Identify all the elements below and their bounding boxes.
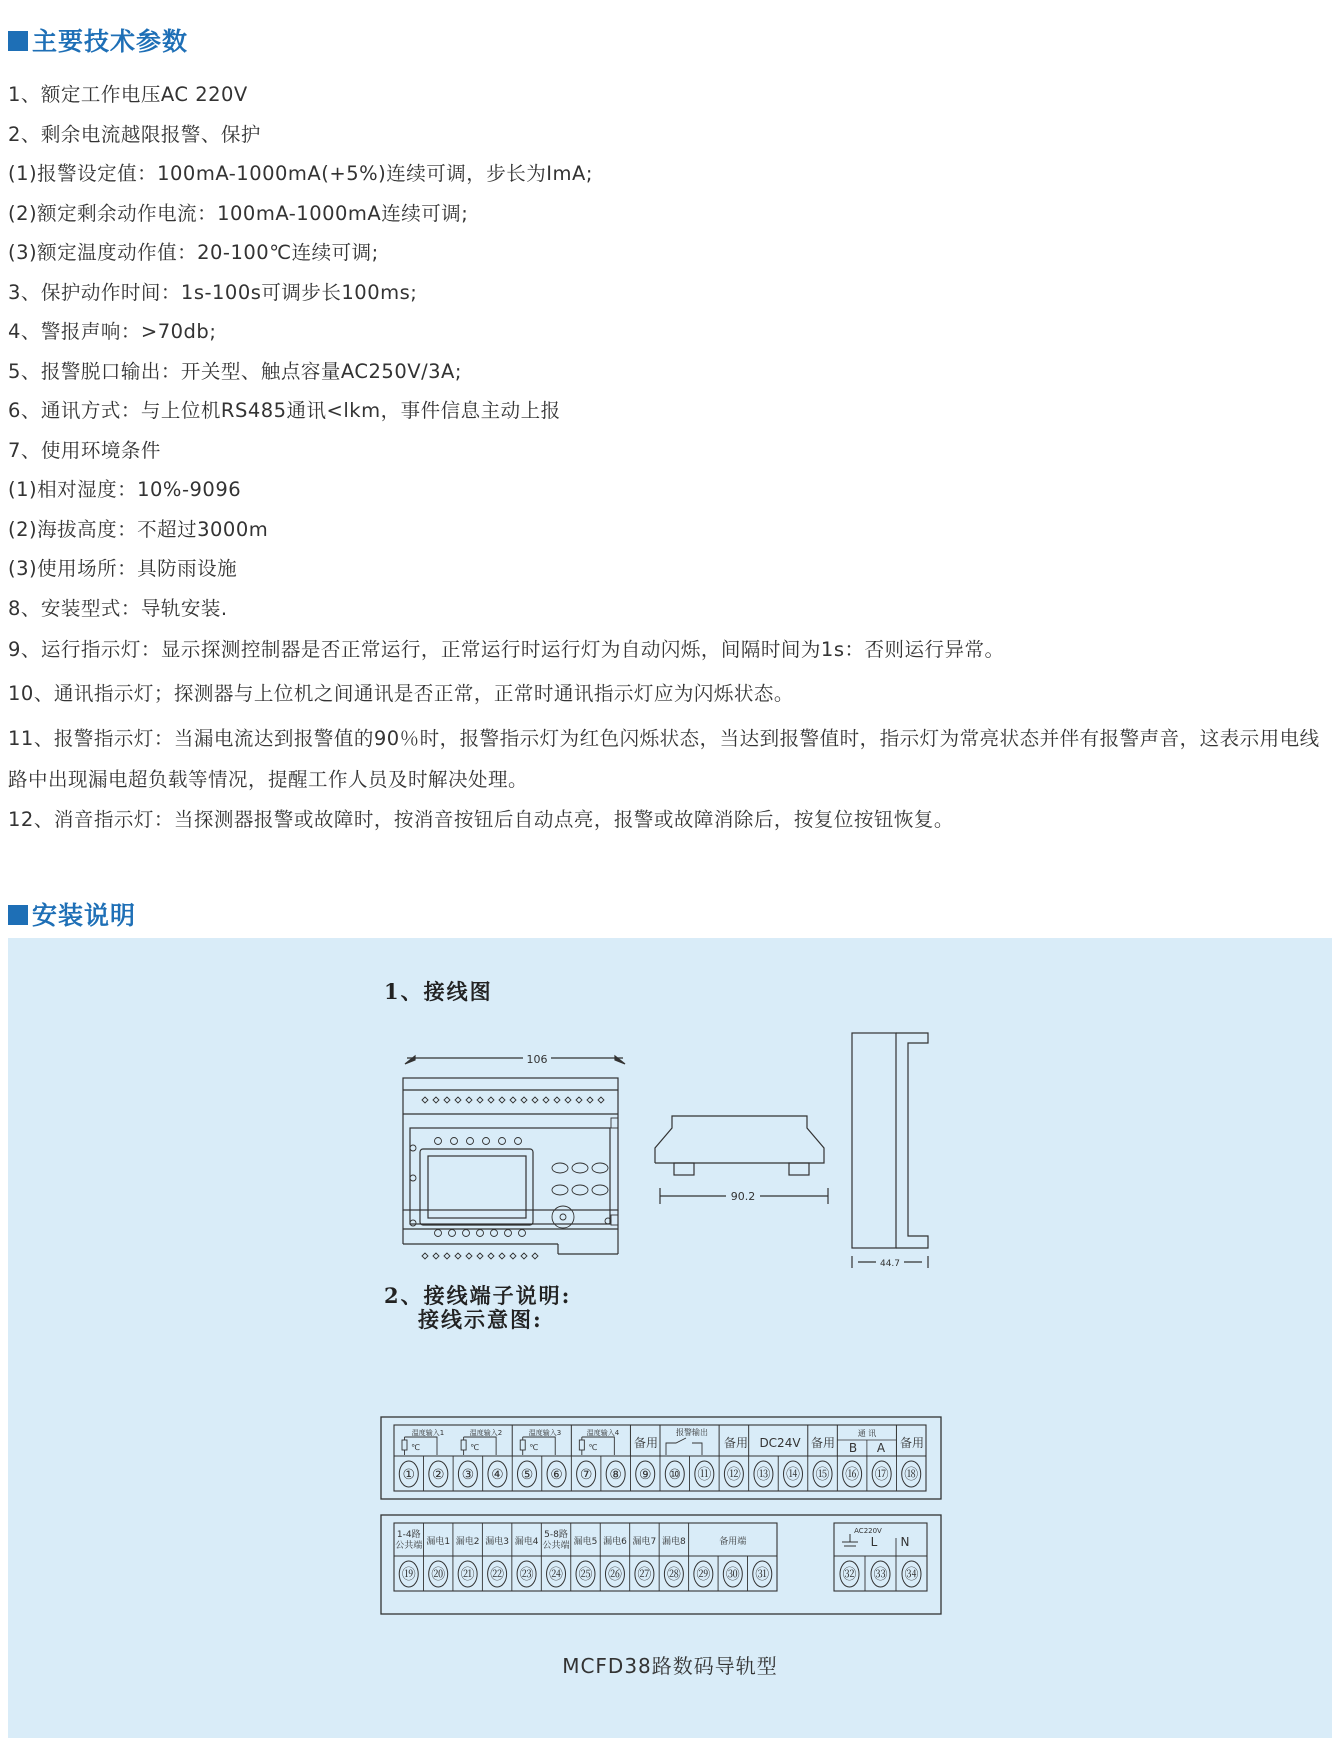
param-item: 4、警报声响：>70db; (8, 320, 217, 343)
terminal-label: 公共端 (542, 1541, 570, 1551)
terminal-label: 漏电5 (573, 1537, 598, 1547)
terminal-number: ㉚ (725, 1567, 740, 1583)
dim-side-label: 44.7 (879, 1259, 901, 1269)
param-item: 5、报警脱口输出：开关型、触点容量AC250V/3A; (8, 359, 462, 383)
terminal-number: ㉒ (490, 1567, 505, 1583)
spare-label-18: 备用 (899, 1436, 925, 1450)
terminal-number: ⑬ (756, 1467, 771, 1483)
temp-input-1-label: 温度输入1 (411, 1429, 445, 1437)
terminal-label: 漏电2 (455, 1537, 480, 1547)
temp-sensor-icon (402, 1437, 437, 1455)
section-title-parameters: 主要技术参数 (8, 22, 188, 58)
dim-depth-label: 90.2 (730, 1190, 756, 1203)
terminal-description-title: 2、接线端子说明: 接线示意图: (384, 1283, 572, 1332)
n-label: N (900, 1535, 910, 1549)
terminal-number: ㉔ (549, 1567, 564, 1583)
svg-text:℃: ℃ (529, 1443, 539, 1452)
terminal-number: ⑩ (668, 1467, 682, 1483)
terminal-number: ⑭ (786, 1467, 800, 1483)
terminal-number: ⑫ (726, 1467, 741, 1483)
param-item: (1)报警设定值：100mA-1000mA(+5%)连续可调，步长为ImA; (8, 162, 593, 185)
param-item: 12、消音指示灯：当探测器报警或故障时，按消音按钮后自动点亮，报警或故障消除后，按复位按钮恢复。 (8, 808, 954, 831)
temp-sensor-icon (520, 1437, 555, 1455)
terminal-number: ④ (491, 1467, 504, 1483)
param-item: 7、使用环境条件 (8, 438, 161, 462)
comm-label: 通 讯 (857, 1429, 877, 1438)
param-item: 6、通讯方式：与上位机RS485通讯<lkm，事件信息主动上报 (8, 399, 561, 422)
param-item: 8、安装型式：导轨安装. (8, 596, 228, 620)
terminal-number: ⑱ (904, 1467, 919, 1483)
temp-sensor-icon (579, 1437, 614, 1455)
param-item: 9、运行指示灯：显示探测控制器是否正常运行，正常运行时运行灯为自动闪烁，间隔时间为1s：否则运行异常。 (8, 638, 1005, 661)
terminal-number: ⑦ (579, 1467, 593, 1483)
terminal-label: 漏电6 (603, 1537, 627, 1547)
terminal-label: 漏电1 (426, 1537, 451, 1547)
dc24v-label: DC24V (759, 1436, 801, 1450)
spare-label-9: 备用 (633, 1436, 659, 1450)
param-item: (2)额定剩余动作电流：100mA-1000mA连续可调; (8, 201, 469, 225)
param-item: 3、保护动作时间：1s-100s可调步长100ms; (8, 280, 418, 304)
terminal-number: ⑲ (401, 1567, 416, 1583)
square-bullet-icon (8, 905, 28, 925)
terminal-number: ㉙ (696, 1567, 711, 1583)
temp-input-4-label: 温度输入4 (586, 1429, 620, 1437)
terminal-number: ⑪ (697, 1467, 712, 1483)
temp-input-2-label: 温度输入2 (469, 1429, 503, 1437)
l-label: L (870, 1535, 878, 1549)
terminal-number: ㉕ (578, 1567, 593, 1583)
terminal-number: ⑰ (874, 1467, 889, 1483)
param-item: (3)使用场所：具防雨设施 (8, 557, 238, 580)
terminal-label: 漏电3 (485, 1537, 509, 1547)
ground-icon (842, 1534, 858, 1546)
terminal-label: 1-4路 (396, 1530, 421, 1540)
terminal-label: 漏电4 (514, 1537, 539, 1547)
terminal-number: ⑥ (550, 1467, 563, 1483)
installation-panel (8, 938, 1332, 1738)
svg-text:℃: ℃ (588, 1443, 598, 1452)
svg-text:℃: ℃ (411, 1443, 420, 1452)
terminal-label: 漏电7 (632, 1537, 657, 1547)
terminal-number: ㉑ (460, 1567, 475, 1583)
spare-label-15: 备用 (810, 1436, 836, 1450)
alarm-output-label: 报警输出 (676, 1428, 708, 1437)
spare-label-12: 备用 (723, 1436, 749, 1450)
terminal-number: ㉜ (842, 1567, 857, 1583)
terminal-number: ㉖ (607, 1567, 622, 1583)
comm-a-label: A (876, 1441, 886, 1455)
terminal-number: ⑯ (845, 1467, 860, 1483)
terminal-number: ㉘ (666, 1567, 681, 1583)
terminal-number: ⑮ (815, 1467, 830, 1483)
parameter-list (8, 75, 1333, 840)
param-item: 10、通讯指示灯；探测器与上位机之间通讯是否正常，正常时通讯指示灯应为闪烁状态。 (8, 682, 794, 705)
terminal-diagram (8, 938, 1332, 1738)
terminal-number: ㉗ (637, 1567, 652, 1583)
wiring-diagram-title: 1、接线图 (384, 979, 493, 1004)
temp-sensor-icon (461, 1437, 496, 1455)
terminal-label: 漏电8 (662, 1537, 686, 1547)
terminal-number: ⑨ (638, 1467, 652, 1483)
ac220v-label: AC220V (854, 1527, 882, 1535)
svg-text:℃: ℃ (470, 1443, 480, 1452)
terminal-number: ③ (461, 1467, 475, 1483)
terminal-number: ② (432, 1467, 445, 1483)
param-item: (3)额定温度动作值：20-100℃连续可调; (8, 241, 379, 264)
section-title-installation: 安装说明 (8, 896, 136, 932)
terminal-number: ⑳ (431, 1567, 446, 1583)
square-bullet-icon (8, 31, 28, 51)
terminal-number: ㉓ (519, 1567, 534, 1583)
terminal-number: ㉝ (873, 1567, 888, 1583)
terminal-label: 备用端 (719, 1537, 747, 1547)
dim-width-label: 106 (526, 1053, 548, 1066)
terminal-number: ① (402, 1467, 416, 1483)
temp-input-3-label: 温度输入3 (528, 1429, 562, 1437)
terminal-label: 公共端 (395, 1541, 423, 1551)
model-caption: MCFD38路数码导轨型 (562, 1654, 778, 1678)
relay-contact-icon (666, 1438, 702, 1455)
param-item: 2、剩余电流越限报警、保护 (8, 122, 261, 146)
terminal-number: ⑤ (520, 1467, 534, 1483)
param-item: (1)相对湿度：10%-9096 (8, 478, 242, 501)
param-item: 1、额定工作电压AC 220V (8, 83, 248, 106)
param-item: 11、报警指示灯：当漏电流达到报警值的90％时，报警指示灯为红色闪烁状态，当达到报警值时，指示灯为常亮状态并伴有报警声音，这表示用电线路中出现漏电超负载等情况，提醒工作人员及时解决处理。 (8, 727, 1320, 791)
terminal-number: ㉛ (755, 1567, 770, 1583)
terminal-number: ㉞ (904, 1567, 919, 1583)
terminal-number: ⑧ (609, 1467, 622, 1483)
comm-b-label: B (848, 1441, 858, 1455)
terminal-label: 5-8路 (544, 1530, 568, 1540)
param-item: (2)海拔高度：不超过3000m (8, 517, 269, 541)
